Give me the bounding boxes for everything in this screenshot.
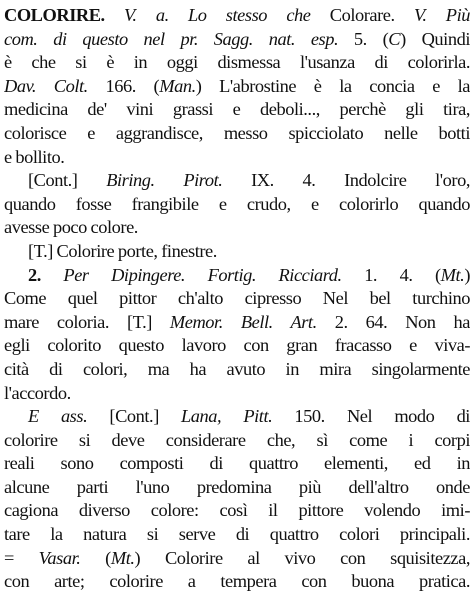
italic-text: Memor. Bell. Art. bbox=[169, 311, 317, 332]
italic-text: C bbox=[388, 28, 401, 49]
body-text: cità di colori, ma ha avuto in mira singolarmente bbox=[4, 358, 470, 379]
entry-line bbox=[4, 51, 470, 75]
body-text: 166. ( bbox=[87, 75, 160, 96]
entry-line bbox=[4, 264, 470, 288]
headword-text: 2. bbox=[28, 264, 41, 285]
entry-line bbox=[4, 193, 470, 217]
entry-line bbox=[4, 358, 470, 382]
body-text: ) bbox=[464, 264, 470, 285]
body-text: 1. 4. ( bbox=[341, 264, 441, 285]
body-text bbox=[41, 265, 64, 285]
body-text: cagiona diverso colore: così il pittore volendo imi- bbox=[4, 500, 470, 521]
italic-text: com. di questo nel pr. Sagg. nat. esp. bbox=[4, 28, 339, 49]
body-text: ) L'abrostine è la concia e la bbox=[195, 75, 470, 96]
body-text: egli colorito questo lavoro con gran fracasso e viva- bbox=[4, 335, 470, 356]
body-text: [T.] Colorire porte, finestre. bbox=[28, 240, 217, 261]
entry-line bbox=[4, 216, 470, 240]
body-text: e bollito. bbox=[4, 146, 65, 167]
italic-text: Per Dipingere. Fortig. Ricciard. bbox=[63, 264, 342, 285]
italic-text: Dav. Colt. bbox=[4, 75, 88, 96]
body-text: reali sono composti di quattro elementi, ed in bbox=[4, 453, 470, 474]
italic-text: Lana, Pitt. bbox=[181, 406, 273, 427]
body-text: Come quel pittor ch'alto cipresso Nel bel turchino bbox=[4, 288, 470, 309]
entry-line bbox=[4, 547, 470, 571]
body-text: 150. Nel modo di bbox=[272, 406, 470, 427]
entry-line bbox=[4, 169, 470, 193]
body-text: [Cont.] bbox=[87, 406, 182, 427]
italic-text: Mt. bbox=[110, 547, 135, 568]
italic-text: V. a. Lo stesso che bbox=[123, 5, 311, 25]
body-text: tare la natura si serve di quattro colori principali. bbox=[4, 524, 470, 545]
body-text: 5. ( bbox=[338, 28, 389, 49]
body-text: l'accordo. bbox=[4, 382, 71, 403]
entry-line bbox=[4, 75, 470, 99]
entry-line bbox=[4, 28, 470, 52]
entry-line bbox=[4, 429, 470, 453]
italic-text: Mt. bbox=[440, 264, 465, 285]
italic-text: V. Più bbox=[413, 5, 470, 25]
italic-text: Vasar. bbox=[38, 547, 81, 568]
entry-line bbox=[4, 382, 470, 406]
body-text: 2. 64. Non ha bbox=[316, 311, 470, 332]
dictionary-entry-page bbox=[4, 4, 470, 594]
body-text: con arte; colorire a tempera con buona pratica. bbox=[4, 571, 470, 592]
body-text: mare coloria. [T.] bbox=[4, 311, 170, 332]
entry-line bbox=[4, 240, 470, 264]
entry-line bbox=[4, 405, 470, 429]
body-text: alcune parti l'uno predomina più dell'altro onde bbox=[4, 476, 470, 497]
entry-line bbox=[4, 570, 470, 594]
entry-line bbox=[4, 287, 470, 311]
entry-line bbox=[4, 452, 470, 476]
body-text: avesse poco colore. bbox=[4, 217, 138, 238]
italic-text: Biring. Pirot. bbox=[106, 170, 223, 191]
body-text: IX. 4. Indolcire l'oro, bbox=[222, 170, 470, 191]
entry-line bbox=[4, 476, 470, 500]
italic-text: Man. bbox=[159, 75, 196, 96]
body-text: è che si è in oggi dismessa l'usanza di colorirla. bbox=[4, 52, 470, 73]
body-text: [Cont.] bbox=[28, 170, 107, 191]
body-text: Colorare. bbox=[310, 5, 414, 25]
body-text: ( bbox=[80, 547, 111, 568]
headword-text: COLORIRE. bbox=[4, 5, 105, 25]
body-text: medicina de' vini grassi e deboli..., perchè gli tira, bbox=[4, 99, 470, 120]
body-text: = bbox=[4, 547, 39, 568]
entry-line bbox=[4, 122, 470, 146]
entry-line bbox=[4, 311, 470, 335]
entry-line bbox=[4, 146, 470, 170]
body-text: quando fosse frangibile e crudo, e colorirlo quando bbox=[4, 193, 470, 214]
body-text: ) Colorire al vivo con squisitezza, bbox=[134, 547, 470, 568]
body-text: ) Quindi bbox=[400, 28, 470, 49]
body-text bbox=[105, 5, 124, 25]
entry-line bbox=[4, 4, 470, 28]
italic-text: E ass. bbox=[28, 406, 88, 427]
entry-line bbox=[4, 499, 470, 523]
entry-line bbox=[4, 334, 470, 358]
entry-line bbox=[4, 98, 470, 122]
body-text: colorire si deve considerare che, sì come i corpi bbox=[4, 429, 470, 450]
body-text: colorisce e aggrandisce, messo spicciolato nelle botti bbox=[4, 122, 470, 143]
